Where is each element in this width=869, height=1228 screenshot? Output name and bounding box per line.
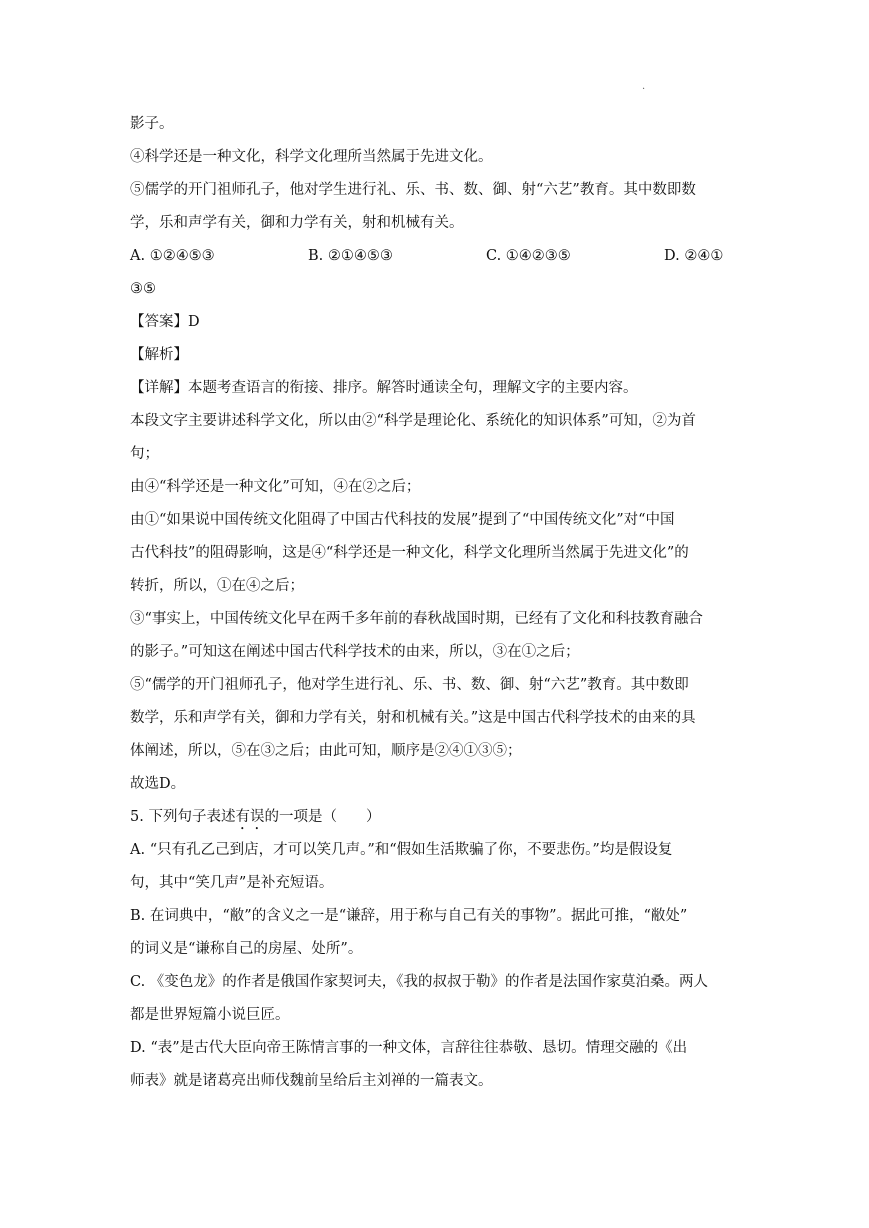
- analysis-line: ③“事实上，中国传统文化早在两千多年前的春秋战国时期，已经有了文化和科技教育融合: [130, 611, 703, 627]
- option-b: B. ②①④⑤③: [308, 248, 393, 264]
- option-d-continued: ③⑤: [130, 281, 156, 297]
- analysis-line: 故选D。: [130, 776, 186, 792]
- analysis-line: 的影子。”可知这在阐述中国古代科学技术的由来，所以，③在①之后；: [130, 644, 580, 660]
- text-line: 学，乐和声学有关，御和力学有关，射和机械有关。: [130, 215, 464, 231]
- answer-label: 【答案】D: [130, 314, 200, 330]
- question-5-option-line: C. 《变色龙》的作者是俄国作家契诃夫，《我的叔叔于勒》的作者是法国作家莫泊桑。两人: [130, 974, 709, 990]
- question-5-option-line: 句，其中“笑几声”是补充短语。: [130, 875, 334, 891]
- question-5-option-line: 的词义是“谦称自己的房屋、处所”。: [130, 941, 363, 957]
- question-5-option-line: 都是世界短篇小说巨匠。: [130, 1007, 290, 1023]
- text-line: 影子。: [130, 116, 174, 132]
- analysis-line: 句；: [130, 446, 159, 462]
- page-mark: ·: [642, 84, 646, 95]
- document-body: [130, 108, 742, 1098]
- analysis-line: 古代科技”的阻碍影响，这是④“科学还是一种文化，科学文化理所当然属于先进文化”的: [130, 545, 689, 561]
- option-d: D. ②④①: [664, 248, 724, 264]
- analysis-line: 本段文字主要讲述科学文化，所以由②“科学是理论化、系统化的知识体系”可知，②为首: [130, 413, 696, 429]
- text-line: ④科学还是一种文化，科学文化理所当然属于先进文化。: [130, 149, 493, 165]
- question-5-stem: [130, 801, 742, 834]
- analysis-line: 由①“如果说中国传统文化阻碍了中国古代科技的发展”提到了“中国传统文化”对“中国: [130, 512, 675, 528]
- analysis-line: 数学，乐和声学有关，御和力学有关，射和机械有关。”这是中国古代科学技术的由来的具: [130, 710, 696, 726]
- question-5-suffix: 的一项是（ ）: [264, 809, 381, 825]
- question-5-option-line: 师表》就是诸葛亮出师伐魏前呈给后主刘禅的一篇表文。: [130, 1073, 493, 1089]
- question-5-option-line: B. 在词典中，“敝”的含义之一是“谦辞，用于称与自己有关的事物”。据此可推，“敝处”: [130, 908, 688, 924]
- option-c: C. ①④②③⑤: [486, 248, 571, 264]
- question-5-prefix: 5. 下列句子表述: [130, 809, 236, 825]
- question-5-option-line: A. “只有孔乙己到店，才可以笑几声。”和“假如生活欺骗了你，不要悲伤。”均是假设复: [130, 842, 673, 858]
- text-line: ⑤儒学的开门祖师孔子，他对学生进行礼、乐、书、数、御、射“六艺”教育。其中数即数: [130, 182, 696, 198]
- analysis-heading: 【解析】: [130, 347, 188, 363]
- analysis-line: 由④“科学还是一种文化”可知，④在②之后；: [130, 479, 421, 495]
- analysis-line: 转折，所以，①在④之后；: [130, 578, 304, 594]
- analysis-line: 体阐述，所以，⑤在③之后；由此可知，顺序是②④①③⑤；: [130, 743, 522, 759]
- question-4-options: [130, 240, 742, 273]
- question-5-option-line: D. “表”是古代大臣向帝王陈情言事的一种文体，言辞往往恭敬、恳切。情理交融的《出: [130, 1040, 688, 1056]
- question-5-emphasis: 有误: [235, 809, 265, 825]
- option-a: A. ①②④⑤③: [130, 248, 215, 264]
- analysis-line: ⑤“儒学的开门祖师孔子，他对学生进行礼、乐、书、数、御、射“六艺”教育。其中数即: [130, 677, 689, 693]
- analysis-line: 【详解】本题考查语言的衔接、排序。解答时通读全句，理解文字的主要内容。: [130, 380, 638, 396]
